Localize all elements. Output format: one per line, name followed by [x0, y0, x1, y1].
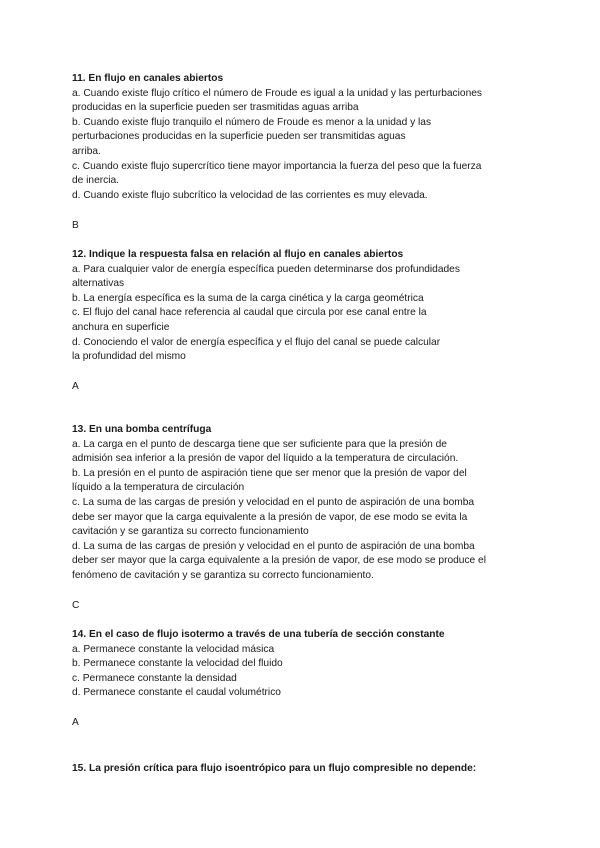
option-line: producidas en la superficie pueden ser trasmitidas aguas arriba [72, 102, 359, 114]
option-line: d. Cuando existe flujo subcrítico la velocidad de las corrientes es muy elevada. [72, 189, 428, 201]
question-title: 13. En una bomba centrífuga [72, 424, 212, 435]
question-12 [72, 248, 542, 365]
option-line: b. La presión en el punto de aspiración tiene que ser menor que la presión de vapor del [72, 467, 467, 479]
question-11 [72, 72, 542, 203]
option-line: arriba. [72, 145, 101, 157]
option-line: deber ser mayor que la carga equivalente a la presión de vapor, de ese modo se produce el [72, 555, 486, 567]
option-line: fenómeno de cavitación y se garantiza su correcto funcionamiento. [72, 569, 374, 581]
question-title: 15. La presión crítica para flujo isoentrópico para un flujo compresible no depende: [72, 763, 477, 774]
option-line: a. Para cualquier valor de energía específica pueden determinarse dos profundidades [72, 263, 460, 275]
answer-13: C [72, 600, 80, 611]
option-line: líquido a la temperatura de circulación [72, 482, 245, 494]
option-line: d. Conociendo el valor de energía específica y el flujo del canal se puede calcular [72, 336, 441, 348]
question-title: 14. En el caso de flujo isotermo a través de una tubería de sección constante [72, 629, 445, 640]
option-line: admisión sea inferior a la presión de vapor del líquido a la temperatura de circulación. [72, 453, 459, 465]
question-title: 12. Indique la respuesta falsa en relación al flujo en canales abiertos [72, 249, 404, 260]
option-line: b. Cuando existe flujo tranquilo el número de Froude es menor a la unidad y las [72, 116, 432, 128]
answer-12: A [72, 381, 79, 392]
option-line: anchura en superficie [72, 321, 170, 333]
option-line: cavitación y se garantiza su correcto funcionamiento [72, 526, 309, 538]
question-13 [72, 423, 542, 584]
question-title: 11. En flujo en canales abiertos [72, 73, 224, 84]
option-line: la profundidad del mismo [72, 351, 186, 363]
option-line: a. La carga en el punto de descarga tiene que ser suficiente para que la presión de [72, 438, 447, 450]
option-line: d. La suma de las cargas de presión y velocidad en el punto de aspiración de una bomba [72, 540, 475, 552]
option-line: de inercia. [72, 175, 120, 187]
question-15 [72, 762, 542, 777]
answer-14: A [72, 717, 79, 728]
option-line: a. Cuando existe flujo crítico el número de Froude es igual a la unidad y las perturbaciones [72, 87, 483, 99]
option-line: c. La suma de las cargas de presión y velocidad en el punto de aspiración de una bomba [72, 496, 475, 508]
option-line: alternativas [72, 278, 125, 290]
option-line: c. Permanece constante la densidad [72, 672, 237, 684]
option-line: c. El flujo del canal hace referencia al caudal que circula por ese canal entre la [72, 307, 427, 319]
question-14 [72, 628, 542, 701]
option-line: b. Permanece constante la velocidad del fluido [72, 658, 283, 670]
answer-11: B [72, 220, 79, 231]
option-line: a. Permanece constante la velocidad másica [72, 643, 275, 655]
option-line: c. Cuando existe flujo supercrítico tiene mayor importancia la fuerza del peso que la fuerza [72, 160, 482, 172]
option-line: b. La energía específica es la suma de la carga cinética y la carga geométrica [72, 292, 424, 304]
option-line: debe ser mayor que la carga equivalente a la presión de vapor, de ese modo se evita la [72, 511, 468, 523]
option-line: perturbaciones producidas en la superficie pueden ser transmitidas aguas [72, 131, 406, 143]
option-line: d. Permanece constante el caudal volumétrico [72, 687, 281, 699]
